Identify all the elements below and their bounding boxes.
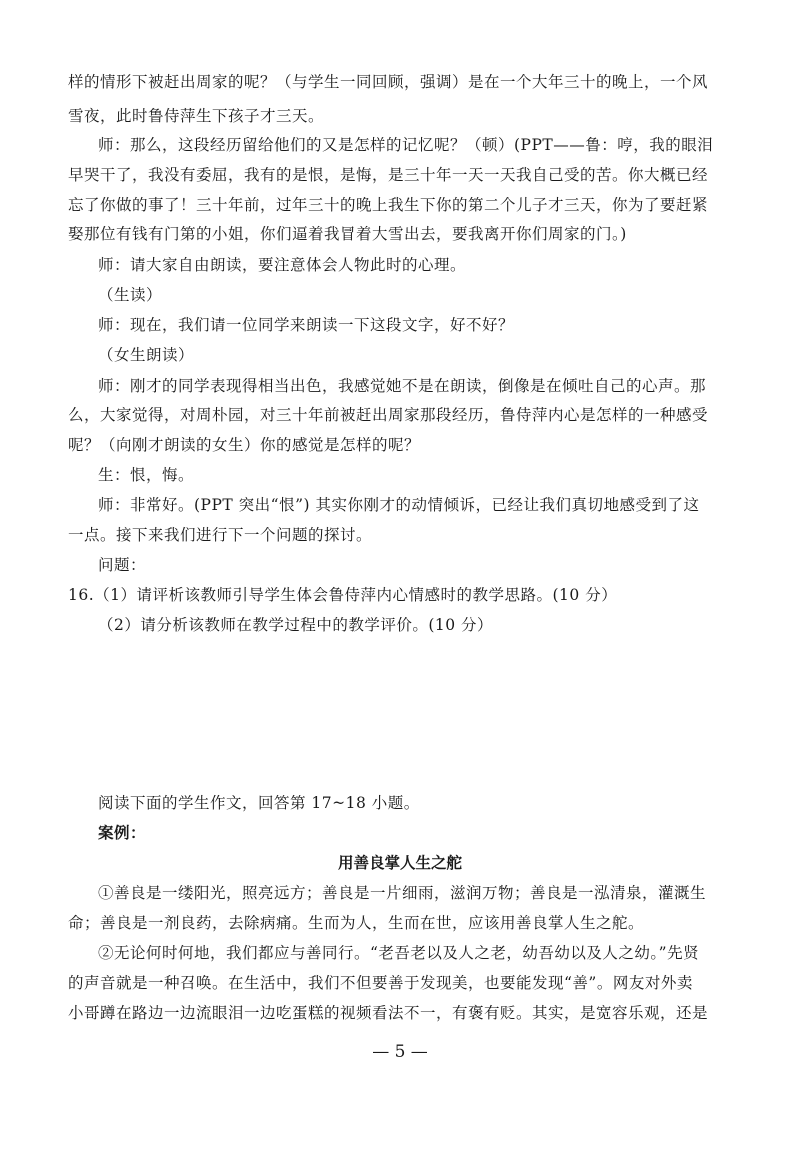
- essay-line: ①善良是一缕阳光，照亮远方；善良是一片细雨，滋润万物；善良是一泓清泉，灌溉生: [98, 884, 707, 902]
- text-line: 师：现在，我们请一位同学来朗读一下这段文字，好不好？: [98, 316, 515, 334]
- essay-line: 小哥蹲在路边一边流眼泪一边吃蛋糕的视频看法不一，有褒有贬。其实，是宽容乐观，还是: [68, 1004, 709, 1022]
- essay-title: 用善良掌人生之舵: [337, 854, 462, 872]
- essay-line: 的声音就是一种召唤。在生活中，我们不但要善于发现美，也要能发现“善”。网友对外卖: [68, 974, 693, 992]
- text-line: 生：恨，悔。: [98, 466, 195, 484]
- text-line: 么，大家觉得，对周朴园，对三十年前被赶出周家那段经历，鲁侍萍内心是怎样的一种感受: [68, 406, 709, 424]
- text-line: 早哭干了，我没有委屈，我有的是恨，是悔，是三十年一天一天我自己受的苦。你大概已经: [68, 166, 709, 184]
- section-intro: 阅读下面的学生作文，回答第 17~18 小题。: [98, 794, 420, 812]
- essay-line: ②无论何时何地，我们都应与善同行。“老吾老以及人之老，幼吾幼以及人之幼。”先贤: [98, 944, 700, 962]
- text-line: 呢？（向刚才朗读的女生）你的感觉是怎样的呢？: [68, 436, 421, 454]
- question-16-2: （2）请分析该教师在教学过程中的教学评价。(10 分）: [98, 616, 494, 634]
- text-line: 师：请大家自由朗读，要注意体会人物此时的心理。: [98, 256, 467, 274]
- case-label: 案例：: [98, 824, 147, 842]
- page-number: — 5 —: [372, 1042, 428, 1062]
- text-line: 师：刚才的同学表现得相当出色，我感觉她不是在朗读，倒像是在倾吐自己的心声。那: [98, 377, 707, 395]
- question-16-1: 16.（1）请评析该教师引导学生体会鲁侍萍内心情感时的教学思路。(10 分）: [68, 586, 618, 604]
- text-line: 雪夜，此时鲁侍萍生下孩子才三天。: [68, 107, 325, 125]
- text-line: （女生朗读）: [98, 346, 195, 364]
- essay-line: 命；善良是一剂良药，去除病痛。生而为人，生而在世，应该用善良掌人生之舵。: [68, 914, 645, 932]
- text-line: 师：非常好。(PPT 突出“恨”) 其实你刚才的动情倾诉，已经让我们真切地感受到了这: [98, 496, 700, 514]
- text-line: 忘了你做的事了！三十年前，过年三十的晚上我生下你的第二个儿子才三天，你为了要赶紧: [68, 196, 709, 214]
- text-line: 一点。接下来我们进行下一个问题的探讨。: [68, 526, 373, 544]
- question-heading: 问题：: [98, 556, 147, 574]
- text-line: 娶那位有钱有门第的小姐，你们逼着我冒着大雪出去，要我离开你们周家的门。): [68, 225, 627, 243]
- text-line: （生读）: [98, 286, 163, 304]
- text-line: 师：那么，这段经历留给他们的又是怎样的记忆呢？（顿）(PPT——鲁：哼，我的眼泪: [98, 136, 714, 154]
- text-line: 样的情形下被赶出周家的呢？（与学生一同回顾，强调）是在一个大年三十的晚上，一个风: [68, 73, 709, 91]
